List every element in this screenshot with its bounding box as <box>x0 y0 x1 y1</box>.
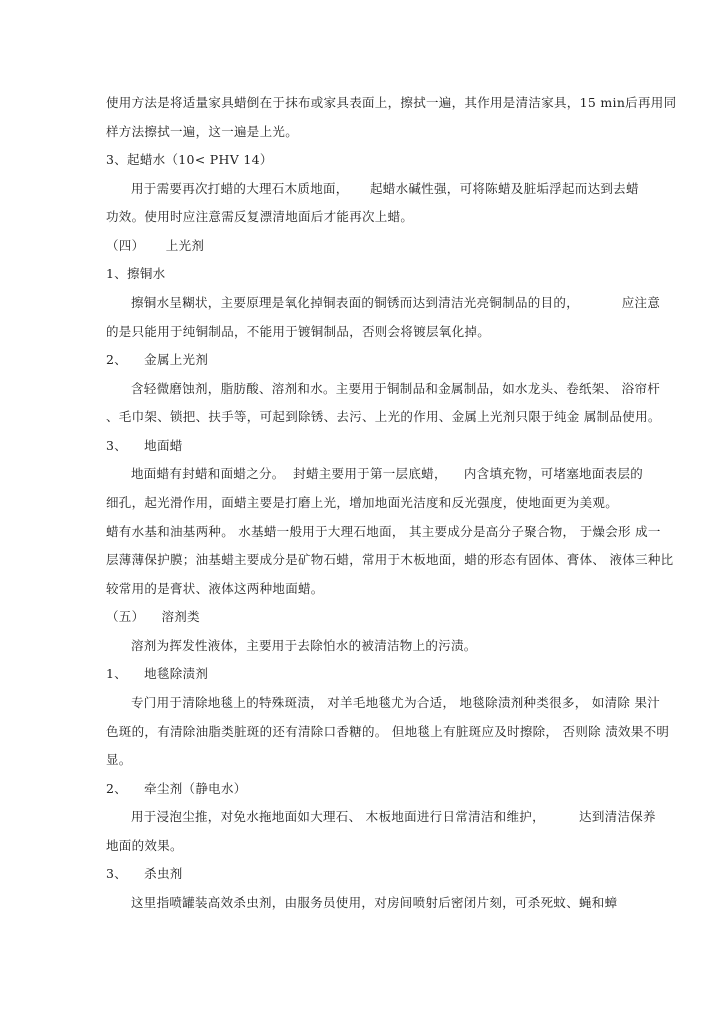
section-heading: 1、擦铜水 <box>106 266 166 282</box>
section-heading: 3、 地面蜡 <box>106 437 183 453</box>
paragraph-line: 用于浸泡尘推，对免水拖地面如大理石、 木板地面进行日常清洁和维护， 达到清洁保养 <box>131 809 656 825</box>
section-heading: （五） 溶剂类 <box>106 609 200 625</box>
section-heading: 1、 地毯除渍剂 <box>106 666 209 682</box>
paragraph-line: 地面蜡有封蜡和面蜡之分。 封蜡主要用于第一层底蜡， 内含填充物，可堵塞地面表层的 <box>131 466 644 482</box>
paragraph-line: 使用方法是将适量家具蜡倒在于抹布或家具表面上，擦拭一遍，其作用是清洁家具，15 min后再用同 <box>106 95 677 110</box>
paragraph-line: 这里指喷罐装高效杀虫剂，由服务员使用，对房间喷射后密闭片刻，可杀死蚊、蝇和蟑 <box>131 894 618 910</box>
paragraph-line: 擦铜水呈糊状，主要原理是氧化掉铜表面的铜锈而达到清洁光亮铜制品的目的， 应注意 <box>131 294 661 310</box>
section-heading: 2、 牵尘剂（静电水） <box>106 780 247 796</box>
section-heading: （四） 上光剂 <box>106 237 205 253</box>
section-heading: 2、 金属上光剂 <box>106 352 209 368</box>
section-heading: 3、起蜡水（10< PHV 14） <box>106 152 273 168</box>
paragraph-line: 用于需要再次打蜡的大理石木质地面， 起蜡水碱性强，可将陈蜡及脏垢浮起而达到去蜡 <box>131 180 639 196</box>
paragraph-line: 样方法擦拭一遍，这一遍是上光。 <box>106 123 299 139</box>
paragraph-line: 含轻微磨蚀剂，脂肪酸、溶剂和水。主要用于铜制品和金属制品，如水龙头、卷纸架、 浴帘杆 <box>131 380 661 396</box>
paragraph-line: 蜡有水基和油基两种。 水基蜡一般用于大理石地面， 其主要成分是高分子聚合物， 于燥会形 成一 <box>106 523 661 539</box>
paragraph-line: 细孔，起光滑作用，面蜡主要是打磨上光，增加地面光洁度和反光强度，使地面更为美观。 <box>106 494 619 510</box>
paragraph-line: 色斑的，有清除油脂类脏斑的还有清除口香糖的。 但地毯上有脏斑应及时擦除， 否则除 渍效果不明 <box>106 723 670 739</box>
paragraph-line: 层薄薄保护膜；油基蜡主要成分是矿物石蜡，常用于木板地面，蜡的形态有固体、膏体、 液体三种比 <box>106 552 674 568</box>
paragraph-line: 较常用的是膏状、液体这两种地面蜡。 <box>106 580 324 596</box>
paragraph-line: 显。 <box>106 752 132 768</box>
paragraph-line: 、毛巾架、锁把、扶手等，可起到除锈、去污、上光的作用、金属上光剂只限于纯金 属制品使用。 <box>106 409 661 425</box>
paragraph-line: 地面的效果。 <box>106 837 183 853</box>
paragraph-line: 专门用于清除地毯上的特殊斑渍， 对羊毛地毯尤为合适， 地毯除渍剂种类很多， 如清除 果汁 <box>131 694 661 710</box>
paragraph-line: 功效。使用时应注意需反复漂清地面后才能再次上蜡。 <box>106 209 414 225</box>
paragraph-line: 溶剂为挥发性液体，主要用于去除怕水的被清洁物上的污渍。 <box>131 637 477 653</box>
section-heading: 3、 杀虫剂 <box>106 866 183 882</box>
paragraph-line: 的是只能用于纯铜制品，不能用于镀铜制品，否则会将镀层氧化掉。 <box>106 323 491 339</box>
